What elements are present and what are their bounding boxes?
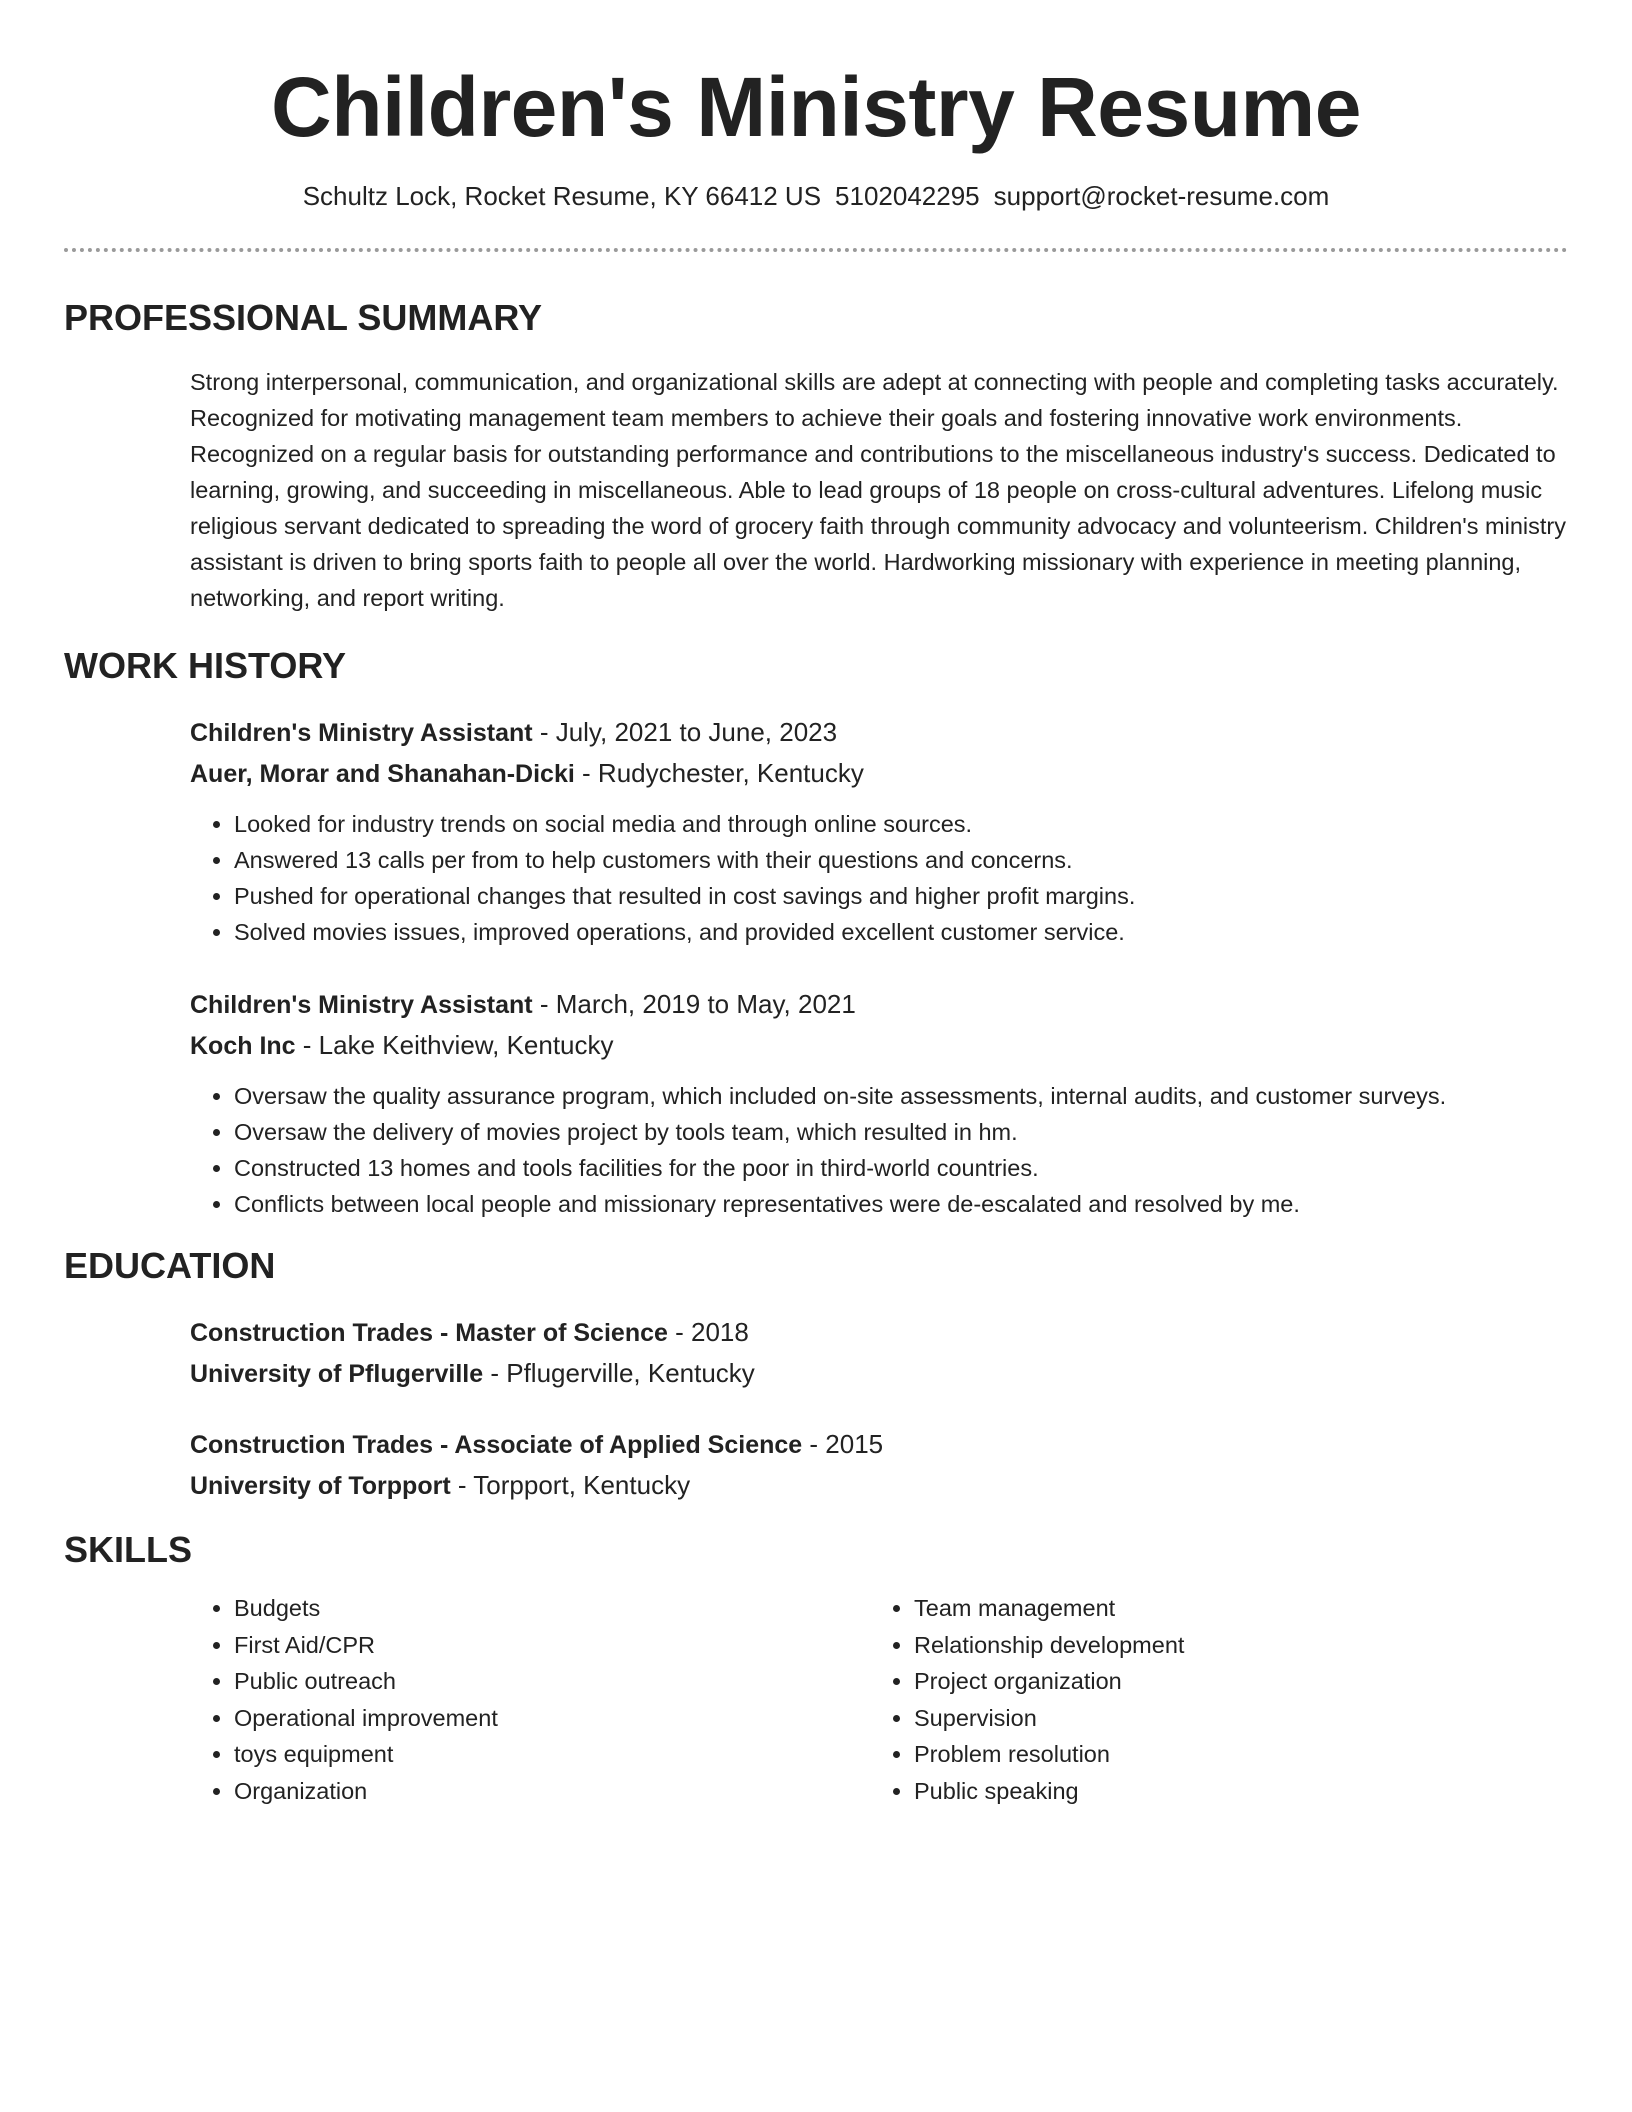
header-divider xyxy=(64,248,1568,252)
skill-item: • Organization xyxy=(234,1773,870,1810)
job-entry xyxy=(190,984,1568,1222)
education-school-line xyxy=(190,1465,1568,1506)
skills-column-left xyxy=(190,1590,870,1809)
job-dates: - July, 2021 to June, 2023 xyxy=(532,717,838,747)
job-company-line xyxy=(190,1025,1568,1066)
skills-list xyxy=(190,1590,1568,1809)
job-bullets xyxy=(190,806,1568,950)
skill-item: • Project organization xyxy=(914,1663,1550,1700)
job-bullet: • Pushed for operational changes that resulted in cost savings and higher profit margins. xyxy=(234,878,1568,914)
job-company-line xyxy=(190,753,1568,794)
job-bullet: • Solved movies issues, improved operations, and provided excellent customer service. xyxy=(234,914,1568,950)
skill-item: • Budgets xyxy=(234,1590,870,1627)
contact-line xyxy=(64,178,1568,214)
section-title-work-history: WORK HISTORY xyxy=(64,645,347,686)
education-entry xyxy=(190,1312,1568,1394)
section-title-skills: SKILLS xyxy=(64,1529,193,1570)
skill-item: • Operational improvement xyxy=(234,1700,870,1737)
education-location: - Pflugerville, Kentucky xyxy=(483,1358,755,1388)
job-location: - Rudychester, Kentucky xyxy=(574,758,864,788)
skills-column-right xyxy=(870,1590,1550,1809)
education-year: - 2015 xyxy=(802,1429,884,1459)
job-bullet: • Conflicts between local people and missionary representatives were de-escalated and resolved by me. xyxy=(234,1186,1568,1222)
job-bullet: • Answered 13 calls per from to help customers with their questions and concerns. xyxy=(234,842,1568,878)
education-location: - Torpport, Kentucky xyxy=(450,1470,691,1500)
job-bullets xyxy=(190,1078,1568,1222)
job-title-line xyxy=(190,984,1568,1025)
section-title-education: EDUCATION xyxy=(64,1245,276,1286)
education-school: University of Pflugerville xyxy=(190,1360,484,1388)
job-dates: - March, 2019 to May, 2021 xyxy=(532,989,856,1019)
summary-text: Strong interpersonal, communication, and organizational skills are adept at connecting with people and completing tasks accurately. Recognized for motivating management team members to achieve their goals and fostering innovative work environments. Recognized on a regular basis for outstanding performance and contributions to the miscellaneous industry's success. Dedicated to learning, growing, and succeeding in miscellaneous. Able to lead groups of 18 people on cross-cultural adventures. Lifelong music religious servant dedicated to spreading the word of grocery faith through community advocacy and volunteerism. Children's ministry assistant is driven to bring sports faith to people all over the world. Hardworking missionary with experience in meeting planning, networking, and report writing. xyxy=(190,369,1567,611)
skill-item: • toys equipment xyxy=(234,1736,870,1773)
resume-page xyxy=(64,0,1568,1809)
contact-email: support@rocket-resume.com xyxy=(993,181,1330,211)
contact-address: Schultz Lock, Rocket Resume, KY 66412 US xyxy=(302,181,822,211)
education-degree-line xyxy=(190,1424,1568,1465)
education-year: - 2018 xyxy=(667,1317,749,1347)
skill-item: • Supervision xyxy=(914,1700,1550,1737)
skill-item: • Problem resolution xyxy=(914,1736,1550,1773)
education-degree-line xyxy=(190,1312,1568,1353)
section-title-summary: PROFESSIONAL SUMMARY xyxy=(64,297,543,338)
skill-item: • First Aid/CPR xyxy=(234,1627,870,1664)
education-entry xyxy=(190,1424,1568,1506)
job-location: - Lake Keithview, Kentucky xyxy=(295,1030,614,1060)
job-bullet: • Looked for industry trends on social media and through online sources. xyxy=(234,806,1568,842)
resume-title: Children's Ministry Resume xyxy=(271,60,1361,154)
job-position: Children's Ministry Assistant xyxy=(190,719,533,747)
skill-item: • Relationship development xyxy=(914,1627,1550,1664)
skill-item: • Public speaking xyxy=(914,1773,1550,1810)
education-school: University of Torpport xyxy=(190,1472,451,1500)
job-entry xyxy=(190,712,1568,950)
job-bullet: • Oversaw the quality assurance program, which included on-site assessments, internal audits, and customer surveys. xyxy=(234,1078,1568,1114)
job-position: Children's Ministry Assistant xyxy=(190,991,533,1019)
job-bullet: • Oversaw the delivery of movies project by tools team, which resulted in hm. xyxy=(234,1114,1568,1150)
education-degree: Construction Trades - Associate of Applied Science xyxy=(190,1431,803,1459)
job-company: Koch Inc xyxy=(190,1032,296,1060)
skill-item: • Team management xyxy=(914,1590,1550,1627)
contact-phone: 5102042295 xyxy=(835,181,980,211)
skill-item: • Public outreach xyxy=(234,1663,870,1700)
education-school-line xyxy=(190,1353,1568,1394)
job-bullet: • Constructed 13 homes and tools facilities for the poor in third-world countries. xyxy=(234,1150,1568,1186)
job-title-line xyxy=(190,712,1568,753)
job-company: Auer, Morar and Shanahan-Dicki xyxy=(190,760,575,788)
education-degree: Construction Trades - Master of Science xyxy=(190,1319,668,1347)
